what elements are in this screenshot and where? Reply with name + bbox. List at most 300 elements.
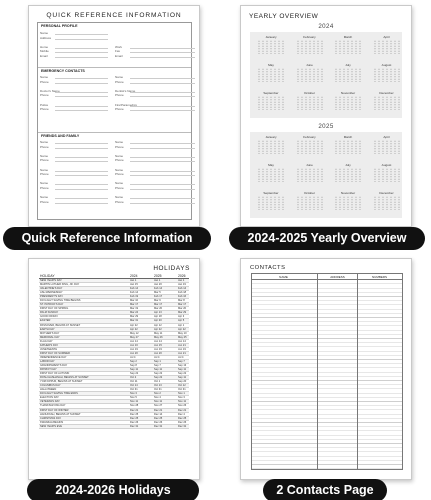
month-name: September — [263, 91, 279, 95]
field-line — [55, 148, 108, 149]
holiday-date: Jan 15 — [130, 283, 138, 287]
holiday-date: Sep 11 — [130, 368, 139, 372]
field-label: Name — [115, 181, 124, 186]
page-title: HOLIDAYS — [153, 265, 190, 272]
holiday-name: MARTIN LUTHER KING, JR. DAY — [40, 283, 80, 287]
field-label: Phone — [115, 158, 124, 163]
holiday-date: Feb 16 — [178, 295, 187, 299]
field-line — [130, 175, 195, 176]
holiday-date: Dec 31 — [130, 424, 139, 428]
field-line — [55, 175, 108, 176]
column-divider — [357, 274, 358, 469]
field-line — [55, 203, 108, 204]
month-name: April — [383, 35, 390, 39]
holiday-date: Apr 18 — [154, 315, 162, 319]
contacts-page — [240, 258, 412, 480]
holiday-name: DAYLIGHT SAVING TIME ENDS — [40, 392, 78, 396]
holiday-date: Dec 21 — [130, 408, 139, 412]
form-field — [40, 154, 108, 158]
field-line — [55, 110, 108, 111]
day-grid — [373, 140, 401, 154]
holiday-name: EARTH DAY — [40, 327, 55, 331]
holiday-date: Dec 26 — [178, 420, 187, 424]
field-line — [130, 83, 195, 84]
field-label: Name — [40, 140, 49, 144]
section-heading-label: PERSONAL PROFILE — [41, 24, 78, 28]
holiday-date: Oct 13 — [154, 384, 162, 388]
holiday-name: EASTER — [40, 319, 51, 323]
form-field — [115, 103, 195, 107]
month-calendar — [329, 63, 367, 83]
holiday-date: Nov 28 — [130, 404, 139, 408]
form-field — [40, 54, 108, 58]
day-grid — [296, 96, 324, 110]
holiday-date: Sep 22 — [154, 376, 163, 380]
section-heading — [38, 23, 191, 29]
day-grid — [373, 96, 401, 110]
holiday-date: Jun 19 — [154, 347, 162, 351]
day-grid — [373, 168, 401, 182]
month-name: August — [381, 63, 392, 67]
field-label: Phone — [115, 199, 124, 204]
form-field — [115, 75, 195, 79]
form-field — [115, 140, 195, 144]
form-field — [115, 93, 195, 97]
form-field — [115, 172, 195, 176]
field-line — [55, 161, 108, 162]
holiday-table — [39, 279, 189, 429]
holiday-name: GRANDPARENTS DAY — [40, 363, 68, 367]
month-calendar — [329, 191, 367, 211]
month-name: August — [381, 163, 392, 167]
holiday-date: Jun 14 — [130, 339, 138, 343]
holiday-name: FIRST DAY OF AUTUMN — [40, 372, 70, 376]
holiday-date: Dec 26 — [130, 420, 139, 424]
holiday-name: YOM KIPPUR, BEGINS AT SUNSET — [40, 380, 83, 384]
header-numbers: NUMBERS — [371, 275, 388, 279]
form-field — [115, 80, 195, 84]
column-divider — [317, 274, 318, 469]
holiday-date: Nov 5 — [130, 396, 137, 400]
field-label: Police — [40, 102, 49, 107]
field-label: Name — [115, 140, 124, 144]
field-line — [55, 189, 108, 190]
year-label-2024: 2024 — [318, 23, 334, 30]
section-heading-label: FRIENDS AND FAMILY — [41, 134, 80, 138]
holiday-name: INDEPENDENCE DAY — [40, 355, 67, 359]
field-line — [130, 148, 195, 149]
month-calendar — [291, 63, 329, 83]
holiday-date: Mar 29 — [130, 315, 139, 319]
holiday-name: FATHER'S DAY — [40, 343, 59, 347]
month-calendar — [252, 35, 290, 55]
holiday-date: Oct 31 — [154, 388, 162, 392]
day-grid — [257, 168, 285, 182]
holiday-date: Jan 20 — [154, 283, 162, 287]
day-grid — [257, 68, 285, 82]
field-label: Phone — [40, 186, 49, 190]
month-name: June — [306, 63, 313, 67]
holiday-name: ELECTION DAY — [40, 396, 59, 400]
table-row — [39, 425, 189, 429]
contact-rows — [252, 280, 402, 469]
holiday-date: Mar 17 — [154, 303, 163, 307]
holiday-date: Dec 14 — [154, 412, 163, 416]
holiday-date: Sep 1 — [154, 359, 161, 363]
holiday-date: Apr 5 — [178, 319, 185, 323]
holiday-name: HANUKKAH, BEGINS AT SUNSET — [40, 412, 81, 416]
year-calendar-2024 — [250, 32, 402, 118]
holiday-date: Sep 8 — [130, 363, 137, 367]
form-field — [40, 181, 108, 185]
holiday-date: Jan 19 — [178, 283, 186, 287]
holiday-name: JUNETEENTH — [40, 347, 58, 351]
holiday-date: Mar 29 — [178, 311, 187, 315]
holiday-date: May 10 — [178, 331, 187, 335]
day-grid — [334, 140, 362, 154]
form-field — [115, 158, 195, 162]
field-label: Work — [115, 44, 122, 49]
field-line — [55, 39, 108, 40]
holiday-date: Sep 13 — [178, 363, 187, 367]
holiday-date: Jun 20 — [130, 351, 138, 355]
field-label: Phone — [115, 144, 124, 149]
form-field — [40, 31, 108, 35]
form-field — [115, 195, 195, 199]
holiday-name: COLUMBUS DAY — [40, 384, 61, 388]
month-name: April — [383, 135, 390, 139]
holiday-date: Mar 20 — [154, 307, 163, 311]
holiday-date: Jan 1 — [130, 279, 137, 282]
day-grid — [334, 196, 362, 210]
holiday-date: Feb 19 — [130, 295, 139, 299]
field-label: Address — [40, 35, 52, 40]
field-label: Phone — [40, 158, 49, 163]
holiday-date: Nov 4 — [154, 396, 161, 400]
month-calendar — [329, 163, 367, 183]
field-label: Dentist's Name — [115, 88, 136, 93]
holiday-date: Dec 25 — [178, 416, 187, 420]
holiday-date: Mar 9 — [154, 299, 161, 303]
month-name: February — [303, 35, 316, 39]
month-name: October — [303, 191, 315, 195]
form-field — [40, 168, 108, 172]
holiday-date: Apr 22 — [130, 323, 138, 327]
holiday-date: Sep 20 — [178, 380, 187, 384]
field-line — [130, 96, 195, 97]
month-calendar — [368, 35, 406, 55]
holiday-date: Oct 1 — [154, 380, 161, 384]
caption-yearly-overview: 2024-2025 Yearly Overview — [229, 227, 425, 250]
holiday-date: Feb 17 — [154, 295, 163, 299]
holiday-date: Mar 20 — [178, 307, 187, 311]
caption-holidays: 2024-2026 Holidays — [27, 479, 199, 500]
holiday-date: Nov 27 — [154, 404, 163, 408]
holiday-date: Jul 4 — [154, 355, 160, 359]
quick-reference-page — [28, 5, 200, 227]
form-field — [40, 103, 108, 107]
holiday-date: Feb 14 — [130, 291, 139, 295]
holiday-date: May 25 — [178, 335, 187, 339]
month-calendar — [368, 91, 406, 111]
field-label: Phone — [40, 144, 49, 149]
month-name: May — [268, 163, 274, 167]
holiday-date: Jun 21 — [178, 351, 186, 355]
day-grid — [257, 96, 285, 110]
month-calendar — [291, 191, 329, 211]
field-label: Name — [40, 75, 49, 79]
section-heading — [38, 67, 191, 73]
month-name: September — [263, 191, 279, 195]
section-heading-label: EMERGENCY CONTACTS — [41, 69, 85, 73]
form-field — [40, 140, 108, 144]
month-calendar — [368, 163, 406, 183]
field-label: Email — [40, 54, 48, 58]
holiday-date: Jul 4 — [130, 355, 136, 359]
field-label: Name — [115, 195, 124, 200]
field-line — [55, 57, 108, 58]
field-label: Name — [40, 195, 49, 200]
holiday-date: Dec 21 — [178, 408, 187, 412]
field-label: Doctor's Name — [40, 88, 60, 93]
day-grid — [334, 168, 362, 182]
holiday-date: Sep 11 — [178, 376, 187, 380]
field-label: Fire/Paramedics — [115, 102, 137, 107]
form-field — [40, 172, 108, 176]
holiday-date: Jun 15 — [154, 343, 162, 347]
holiday-date: Mar 31 — [130, 319, 139, 323]
month-name: November — [340, 191, 356, 195]
form-field — [115, 186, 195, 190]
holiday-date: Oct 14 — [130, 384, 138, 388]
field-label: Email — [115, 54, 123, 58]
form-field — [115, 49, 195, 53]
holiday-name: VETERANS DAY — [40, 400, 60, 404]
day-grid — [334, 40, 362, 54]
holiday-name: PATRIOT DAY — [40, 368, 57, 372]
month-name: March — [343, 135, 353, 139]
holiday-date: Nov 11 — [178, 400, 187, 404]
field-line — [130, 161, 195, 162]
holiday-name: ASH WEDNESDAY — [40, 291, 63, 295]
header-holiday: HOLIDAY — [40, 274, 55, 278]
field-label: Phone — [40, 107, 49, 112]
form-field — [40, 158, 108, 162]
holiday-date: Jun 20 — [154, 351, 162, 355]
page-title: YEARLY OVERVIEW — [249, 13, 319, 20]
month-calendar — [291, 163, 329, 183]
field-line — [130, 189, 195, 190]
holiday-date: Oct 2 — [130, 376, 137, 380]
holiday-name: NEW YEAR'S EVE — [40, 424, 62, 428]
yearly-overview-page — [240, 5, 412, 227]
month-name: June — [306, 163, 313, 167]
form-field — [40, 93, 108, 97]
holiday-date: Mar 17 — [130, 303, 139, 307]
form-field — [115, 200, 195, 204]
holiday-date: Apr 12 — [154, 323, 162, 327]
holiday-date: Sep 2 — [130, 359, 137, 363]
holiday-name: NEW YEAR'S DAY — [40, 279, 62, 282]
holiday-name: CHRISTMAS DAY — [40, 416, 62, 420]
form-field — [40, 49, 108, 53]
holiday-date: May 12 — [130, 331, 139, 335]
holiday-date: Oct 31 — [130, 388, 138, 392]
form-field — [40, 186, 108, 190]
holiday-date: Mar 24 — [130, 311, 139, 315]
day-grid — [257, 196, 285, 210]
holidays-page — [28, 258, 200, 480]
day-grid — [334, 68, 362, 82]
month-name: February — [303, 135, 316, 139]
page-title: QUICK REFERENCE INFORMATION — [46, 12, 182, 19]
holiday-name: ROSH HASHANAH, BEGINS AT SUNSET — [40, 376, 89, 380]
month-calendar — [252, 63, 290, 83]
holiday-date: Sep 22 — [130, 372, 139, 376]
holiday-name: PALM SUNDAY — [40, 311, 59, 315]
field-label: Phone — [40, 79, 49, 84]
form-field — [115, 154, 195, 158]
month-calendar — [291, 135, 329, 155]
field-label: Phone — [115, 79, 124, 84]
field-label: Phone — [115, 93, 124, 98]
field-label: Phone — [115, 107, 124, 112]
field-label: Name — [40, 167, 49, 172]
holiday-date: Sep 11 — [178, 368, 187, 372]
field-label: Phone — [115, 186, 124, 190]
field-label: Phone — [40, 172, 49, 177]
month-name: January — [265, 35, 277, 39]
month-calendar — [291, 35, 329, 55]
month-calendar — [368, 135, 406, 155]
month-name: July — [345, 163, 351, 167]
month-calendar — [252, 191, 290, 211]
holiday-date: Apr 1 — [178, 323, 185, 327]
form-field — [40, 195, 108, 199]
field-line — [130, 110, 195, 111]
day-grid — [296, 68, 324, 82]
form-field — [115, 54, 195, 58]
form-field — [40, 45, 108, 49]
contacts-header — [252, 274, 402, 280]
holiday-date: Jan 1 — [178, 279, 185, 282]
holiday-date: Jan 1 — [154, 279, 161, 282]
holiday-date: Apr 22 — [178, 327, 186, 331]
field-label: Name — [40, 153, 49, 158]
form-field — [115, 181, 195, 185]
month-calendar — [291, 91, 329, 111]
quick-reference-form — [37, 22, 192, 220]
holiday-name: HALLOWEEN — [40, 388, 57, 392]
holiday-date: Apr 22 — [130, 327, 138, 331]
field-line — [55, 83, 108, 84]
month-name: May — [268, 63, 274, 67]
holiday-date: Oct 12 — [178, 384, 186, 388]
field-label: Mobile — [40, 49, 49, 54]
holiday-name: PASSOVER, BEGINS AT SUNSET — [40, 323, 81, 327]
month-calendar — [252, 163, 290, 183]
holiday-date: Sep 22 — [154, 372, 163, 376]
holiday-name: FIRST DAY OF SUMMER — [40, 351, 70, 355]
holiday-date: Dec 25 — [154, 416, 163, 420]
form-field — [40, 36, 108, 40]
header-2024: 2024 — [130, 274, 138, 278]
holiday-date: Dec 26 — [154, 420, 163, 424]
month-name: January — [265, 135, 277, 139]
field-label: Phone — [40, 199, 49, 204]
form-field — [40, 75, 108, 79]
month-calendar — [368, 191, 406, 211]
form-field — [115, 107, 195, 111]
field-label: Name — [115, 167, 124, 172]
month-name: October — [303, 91, 315, 95]
month-name: December — [379, 191, 394, 195]
holiday-date: Apr 3 — [178, 315, 185, 319]
holiday-date: Dec 4 — [178, 412, 185, 416]
holiday-date: Mar 8 — [178, 299, 185, 303]
month-name: November — [340, 91, 356, 95]
holiday-date: Jun 14 — [154, 339, 162, 343]
form-field — [40, 107, 108, 111]
field-line — [130, 57, 195, 58]
caption-contacts: 2 Contacts Page — [263, 479, 387, 500]
year-calendar-2025 — [250, 132, 402, 218]
form-field — [40, 89, 108, 93]
holiday-name: VALENTINE'S DAY — [40, 287, 63, 291]
holiday-date: Sep 11 — [154, 368, 163, 372]
month-calendar — [329, 35, 367, 55]
form-field — [40, 145, 108, 149]
year-label-2025: 2025 — [318, 123, 334, 130]
form-field — [40, 200, 108, 204]
day-grid — [257, 140, 285, 154]
contacts-table — [251, 273, 403, 470]
holiday-date: Feb 14 — [130, 287, 139, 291]
holiday-name: FIRST DAY OF SPRING — [40, 307, 69, 311]
header-2025: 2025 — [154, 274, 162, 278]
holiday-date: Dec 31 — [154, 424, 163, 428]
holiday-date: Apr 22 — [154, 327, 162, 331]
holiday-name: GOOD FRIDAY — [40, 315, 58, 319]
holiday-date: May 27 — [130, 335, 139, 339]
holiday-date: Nov 11 — [130, 400, 139, 404]
holiday-date: Mar 10 — [130, 299, 139, 303]
holiday-name: FIRST DAY OF WINTER — [40, 408, 69, 412]
holiday-name: KWANZAA BEGINS — [40, 420, 64, 424]
field-label: Phone — [115, 172, 124, 177]
month-name: December — [379, 91, 394, 95]
month-calendar — [252, 135, 290, 155]
form-field — [115, 45, 195, 49]
holiday-date: Jun 19 — [178, 347, 186, 351]
holiday-date: Sep 7 — [178, 359, 185, 363]
field-label: Name — [40, 31, 49, 35]
day-grid — [296, 196, 324, 210]
holiday-date: Jul 4 — [178, 355, 184, 359]
field-label: Home — [40, 44, 49, 49]
holiday-date: Feb 14 — [154, 287, 163, 291]
field-label: Fax — [115, 49, 121, 54]
holiday-name: MEMORIAL DAY — [40, 335, 60, 339]
month-calendar — [252, 91, 290, 111]
day-grid — [296, 168, 324, 182]
holiday-date: Dec 25 — [130, 412, 139, 416]
holiday-name: PRESIDENT'S DAY — [40, 295, 63, 299]
holiday-date: Nov 1 — [178, 392, 185, 396]
day-grid — [257, 40, 285, 54]
holiday-name: MOTHER'S DAY — [40, 331, 60, 335]
page-title: CONTACTS — [250, 265, 286, 271]
